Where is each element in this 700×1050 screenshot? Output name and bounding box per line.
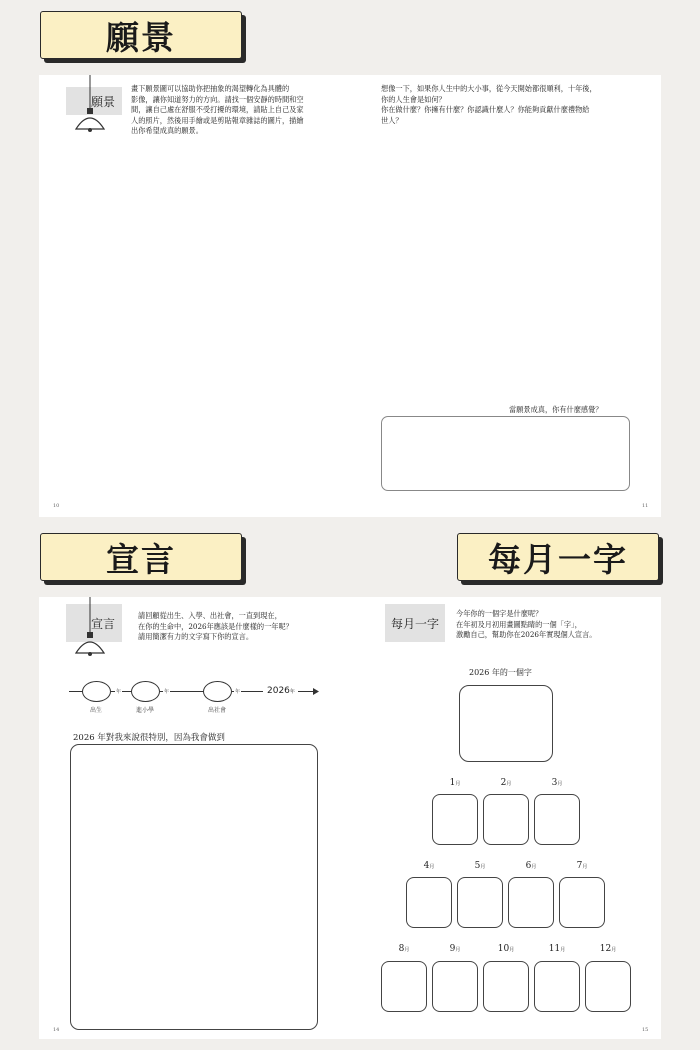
year-word-box[interactable] [459,685,553,762]
month-label: 8月 [398,944,410,954]
month-label: 1月 [449,778,461,788]
month-box-3[interactable] [534,794,580,845]
bottom-spread: 宣言 請回顧從出生、入學、出社會，一直到現在， 在你的生命中，2026年應該是什麼樣的一年呢？ 請用簡潔有力的文字寫下你的宣言。 年 年 年 2026年 出生 進小學 出社會 2026 年對我來說很特別，因為我會做到 14 每月一字 今年你的一個字是什麼呢？ 在年初及月初用畫圖點睛的一個「字」， 激勵自己，幫助你在2026年實現個人宣言。 2026 年的一個字 1月 2月 3月 4月 5月 6月 7月 8月 9月 10月 11月 12月 15 [39,597,661,1039]
month-label: 6月 [525,861,537,871]
month-box-4[interactable] [406,877,452,928]
month-label: 4月 [423,861,435,871]
month-box-11[interactable] [534,961,580,1012]
month-box-12[interactable] [585,961,631,1012]
declaration-instructions: 請回顧從出生、入學、出社會，一直到現在， 在你的生命中，2026年應該是什麼樣的一年呢？ 請用簡潔有力的文字寫下你的宣言。 [138,611,293,641]
month-label: 12月 [599,944,617,954]
monthly-word-tag: 每月一字 [457,533,659,581]
page-number-10: 10 [53,503,60,509]
month-box-8[interactable] [381,961,427,1012]
month-box-5[interactable] [457,877,503,928]
vision-prompt: 想像一下，如果你人生中的大小事，從今天開始都很順利，十年後， 你的人生會是如何？ 你在做什麼？你擁有什麼？你認識什麼人？你能夠貢獻什麼禮物給 世人？ [381,84,597,125]
page-number-15: 15 [642,1027,649,1033]
month-label: 5月 [474,861,486,871]
month-box-1[interactable] [432,794,478,845]
month-box-2[interactable] [483,794,529,845]
lamp-icon [72,75,112,137]
vision-instructions: 畫下願景圖可以協助你把抽象的渴望轉化為具體的 影像，讓你知道努力的方向。請找一個安靜的時間和空 間，讓自己處在舒服不受打擾的環境，請貼上自己及家 人的照片，然後用手繪或是剪貼報章雜誌的圖片，描繪 出你希望成真的願景。 [131,84,304,135]
monthly-instructions: 今年你的一個字是什麼呢？ 在年初及月初用畫圖點睛的一個「字」， 激勵自己，幫助你在2026年實現個人宣言。 [456,609,597,639]
month-box-6[interactable] [508,877,554,928]
timeline-oval-school[interactable] [131,681,160,702]
page-number-14: 14 [53,1027,60,1033]
timeline-oval-birth[interactable] [82,681,111,702]
month-label: 2月 [500,778,512,788]
declaration-writing-box[interactable] [70,744,318,1030]
top-spread [39,75,661,517]
vision-tag: 願景 [40,11,242,59]
month-label: 7月 [576,861,588,871]
page-number-11: 11 [642,503,649,509]
month-label: 3月 [551,778,563,788]
month-box-7[interactable] [559,877,605,928]
declaration-statement: 2026 年對我來說很特別，因為我會做到 [73,733,225,743]
timeline-end-year: 2026年 [267,686,295,696]
timeline-oval-society[interactable] [203,681,232,702]
month-label: 11月 [548,944,566,954]
year-word-title: 2026 年的一個字 [469,668,532,677]
month-box-10[interactable] [483,961,529,1012]
vision-feeling-box[interactable] [381,416,630,491]
month-label: 10月 [497,944,515,954]
arrow-right-icon [313,688,319,695]
declaration-tag: 宣言 [40,533,242,581]
lamp-icon [72,597,112,661]
section-label-monthly: 每月一字 [385,604,445,642]
section-label-vision: 願景 [66,87,122,115]
section-label-declaration: 宣言 [66,604,122,642]
vision-box-prompt: 當願景成真，你有什麼感覺？ [509,405,603,414]
month-box-9[interactable] [432,961,478,1012]
month-label: 9月 [449,944,461,954]
